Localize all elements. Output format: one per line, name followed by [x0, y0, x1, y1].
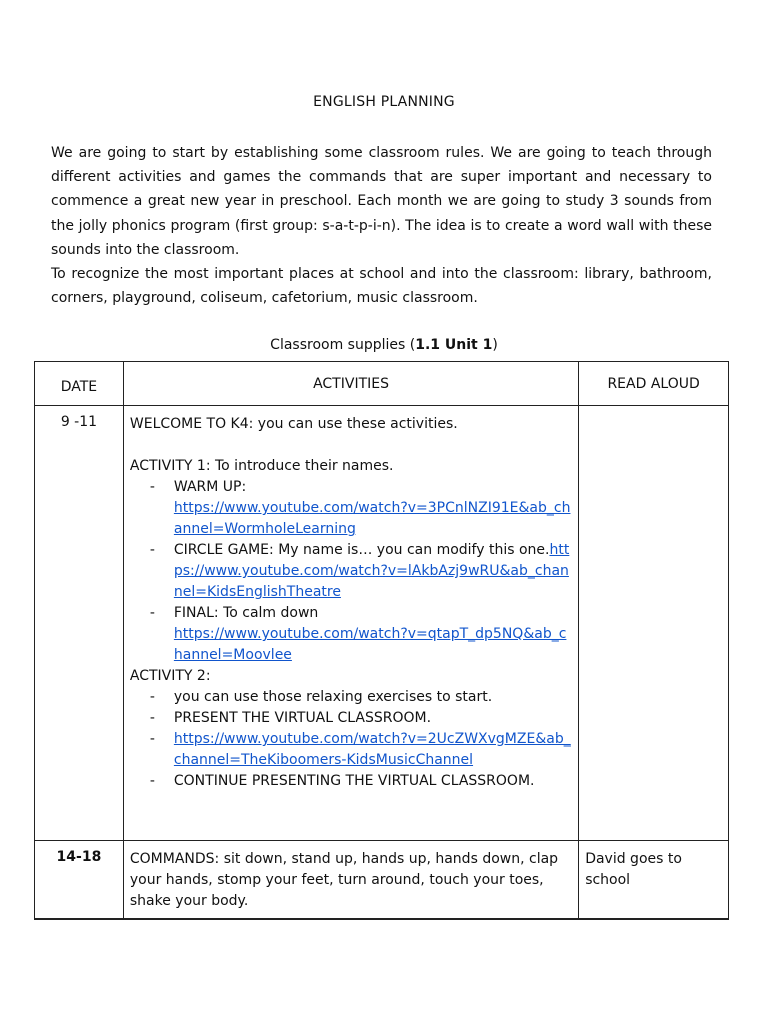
- activity1-heading: ACTIVITY 1: To introduce their names.: [129, 458, 394, 474]
- warm-up-link[interactable]: https://www.youtube.com/watch?v=3PCnlNZI91E&ab_channel=WormholeLearning: [173, 500, 571, 537]
- list-item: [174, 540, 572, 603]
- row1-activities: [123, 406, 578, 841]
- final-link[interactable]: https://www.youtube.com/watch?v=qtapT_dp5NQ&ab_channel=Moovlee: [173, 626, 567, 663]
- header-read-aloud: READ ALOUD: [579, 362, 729, 406]
- activity2-list: [130, 687, 572, 792]
- list-item: [174, 729, 572, 771]
- list-item: - CONTINUE PRESENTING THE VIRTUAL CLASSROOM.: [174, 771, 572, 792]
- planning-table: [34, 361, 729, 920]
- caption-bold: 1.1 Unit 1: [415, 337, 493, 353]
- row2-activities: COMMANDS: sit down, stand up, hands up, hands down, clap your hands, stomp your feet, turn around, touch your toes, shake your body.: [123, 841, 578, 920]
- header-activities: ACTIVITIES: [123, 362, 578, 406]
- row2-date: 14-18: [35, 841, 124, 920]
- caption-prefix: Classroom supplies (: [270, 337, 416, 353]
- table-row: [35, 406, 729, 841]
- warm-up-label: WARM UP:: [173, 479, 247, 495]
- activity2-heading: ACTIVITY 2:: [129, 668, 211, 684]
- final-label: FINAL: To calm down: [173, 605, 319, 621]
- list-item: [174, 603, 572, 666]
- list-item: [174, 477, 572, 540]
- page-title: ENGLISH PLANNING: [313, 94, 455, 110]
- circle-game-link[interactable]: https://www.youtube.com/watch?v=lAkbAzj9wRU&ab_channel=KidsEnglishTheatre: [173, 542, 570, 600]
- list-item: - you can use those relaxing exercises to start.: [174, 687, 572, 708]
- intro-text: [51, 141, 712, 310]
- table-caption: [0, 337, 768, 353]
- circle-game-label: CIRCLE GAME: My name is… you can modify this one.: [173, 542, 550, 558]
- header-date: DATE: [35, 362, 124, 406]
- row2-read-aloud: David goes to school: [579, 841, 729, 920]
- welcome-text: WELCOME TO K4: you can use these activities.: [129, 416, 458, 432]
- list-item: - PRESENT THE VIRTUAL CLASSROOM.: [174, 708, 572, 729]
- intro-paragraph-2: To recognize the most important places at school and into the classroom: library, bathroom, corners, playground, coliseum, cafetorium, music classroom.: [51, 266, 712, 307]
- table-header-row: [35, 362, 729, 406]
- row1-read-aloud: [579, 406, 729, 841]
- intro-paragraph-1: We are going to start by establishing some classroom rules. We are going to teach through different activities and games the commands that are super important and necessary to commence a great new year in preschool. Each month we are going to study 3 sounds from the jolly phonics program (first group: s-a-t-p-i-n). The idea is to create a word wall with these sounds into the classroom.: [51, 145, 712, 258]
- caption-suffix: ): [492, 337, 498, 353]
- activity1-list: [130, 477, 572, 666]
- row1-date: 9 -11: [35, 406, 124, 841]
- table-row: [35, 841, 729, 920]
- present-link[interactable]: https://www.youtube.com/watch?v=2UcZWXvgMZE&ab_channel=TheKiboomers-KidsMusicChannel: [173, 731, 571, 768]
